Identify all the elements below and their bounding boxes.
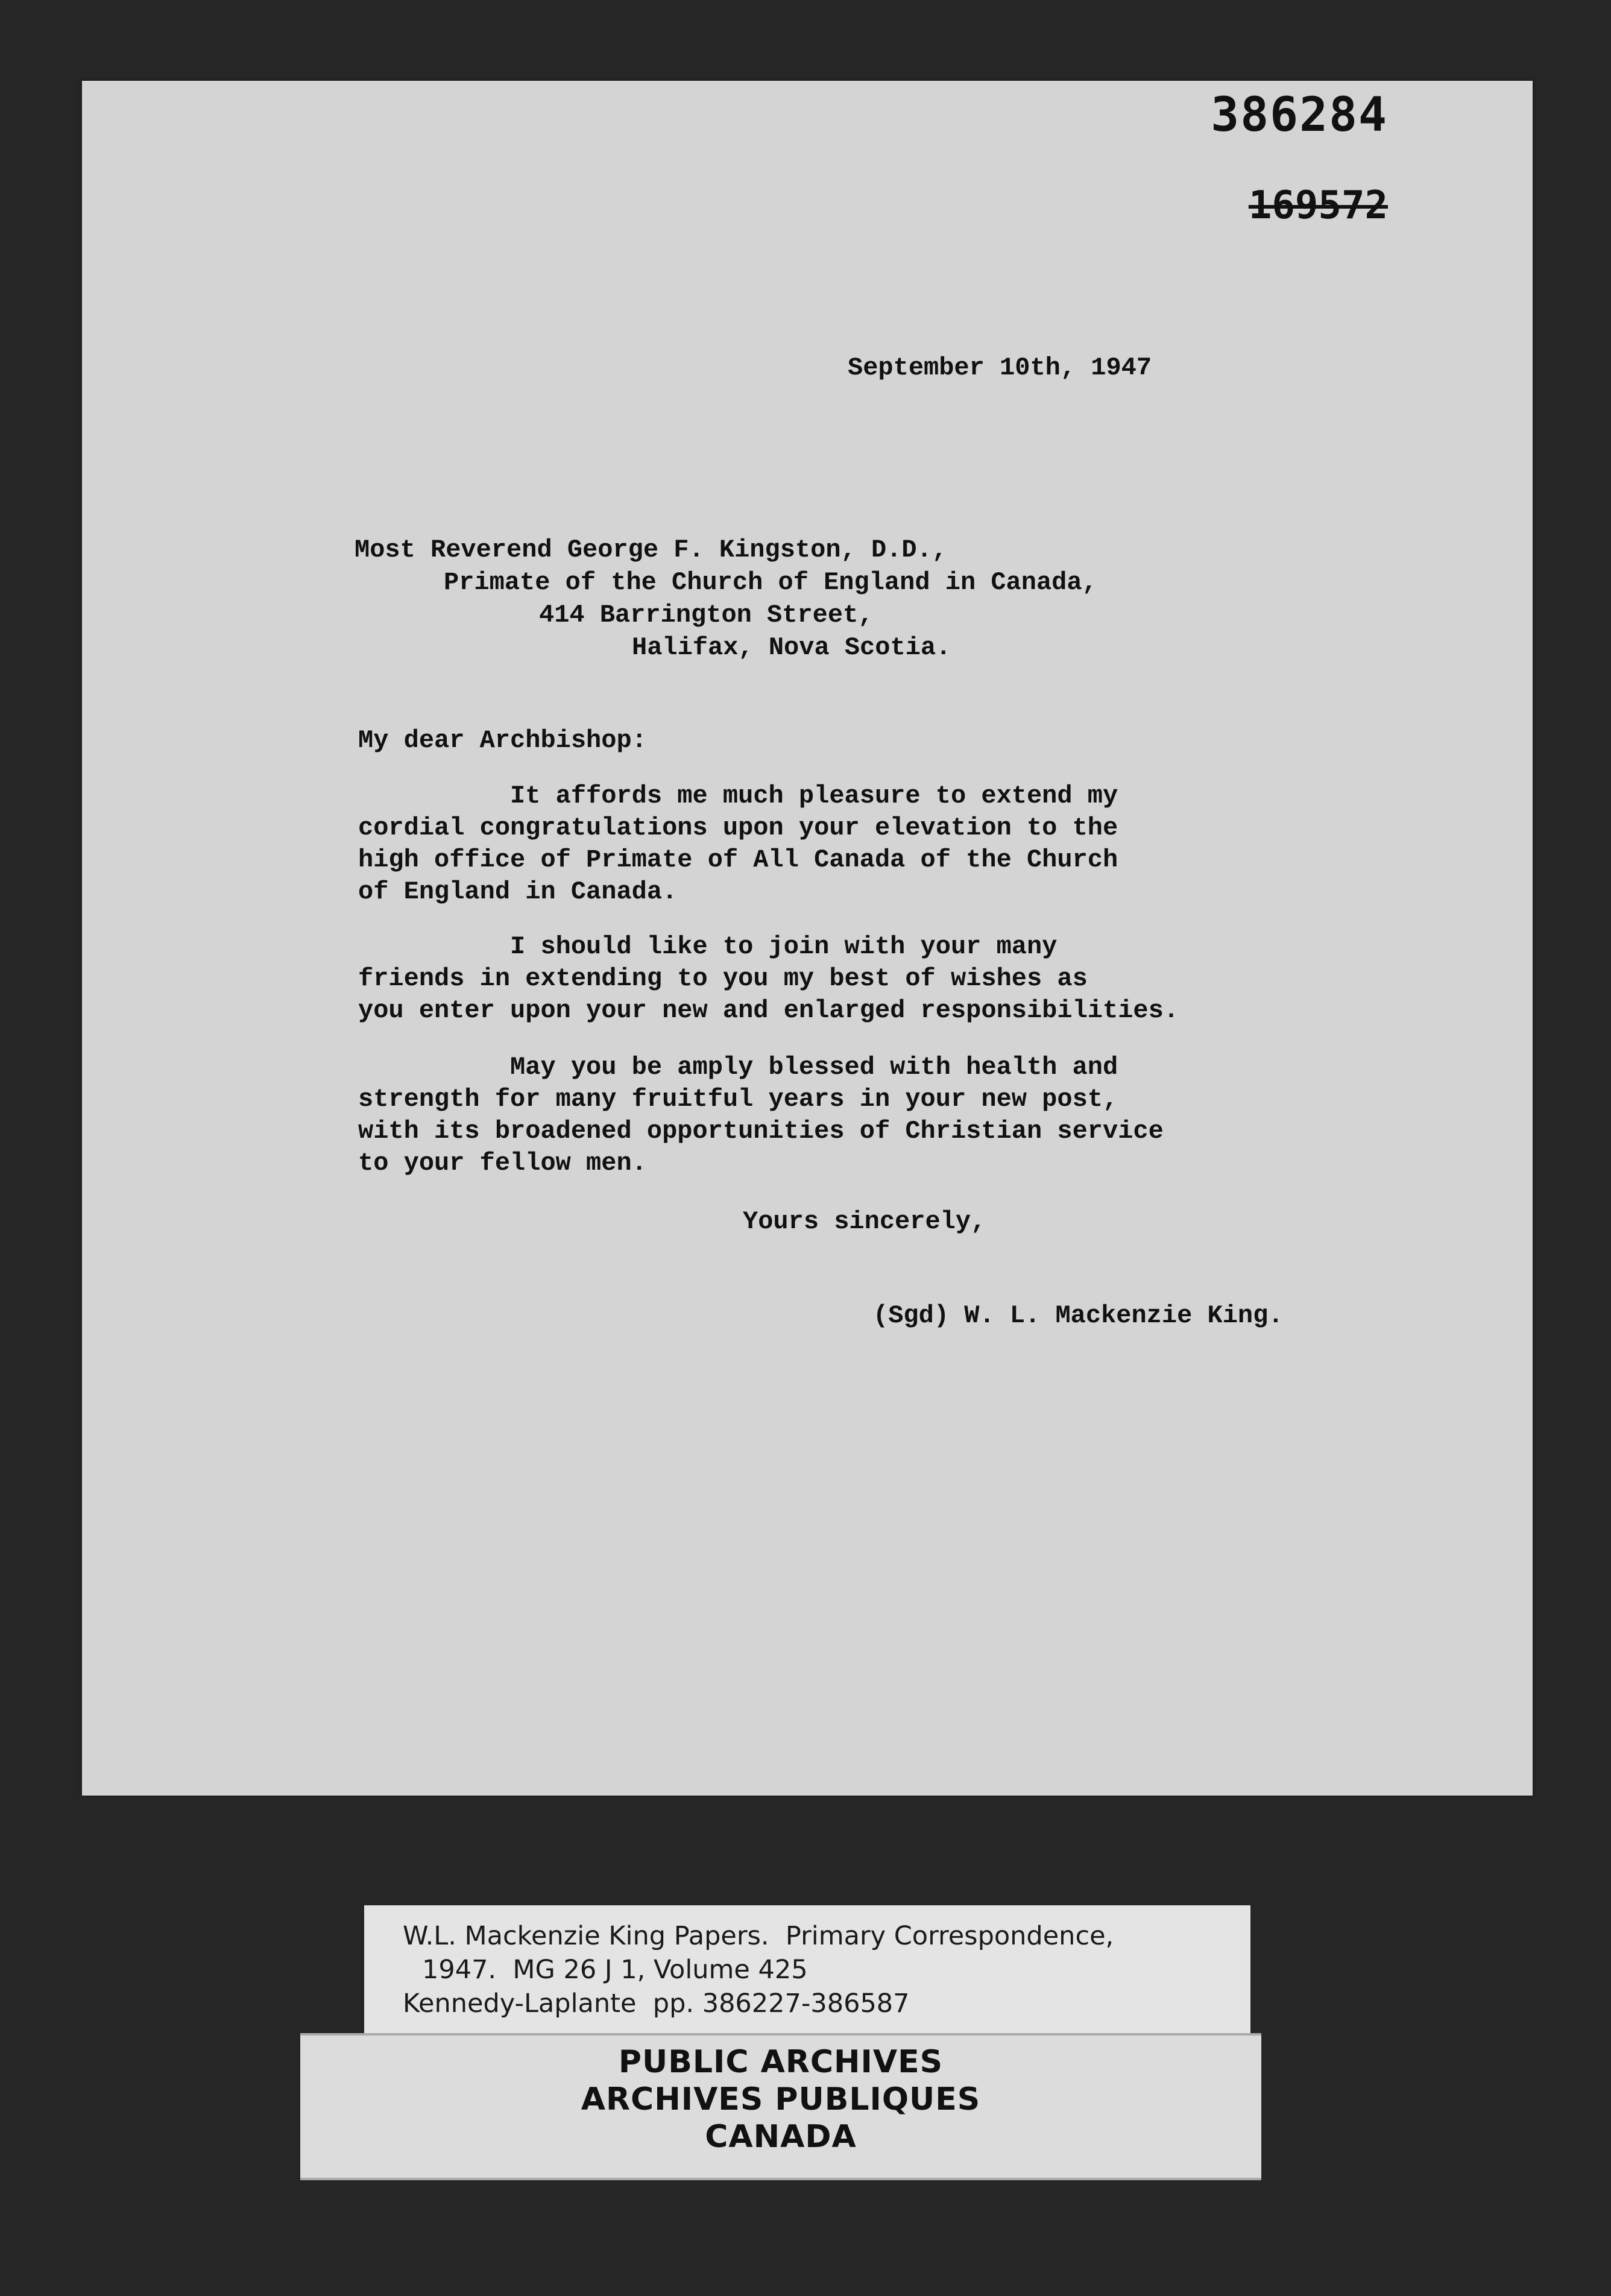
archives-stamp: [300, 2033, 1261, 2180]
letter-page: [82, 81, 1533, 1796]
address-line-2: Primate of the Church of England in Canada,: [444, 568, 1097, 597]
address-line-3: 414 Barrington Street,: [539, 601, 874, 629]
address-line-1: Most Reverend George F. Kingston, D.D.,: [355, 535, 947, 564]
archive-label-card: [364, 1905, 1250, 2034]
paragraph-3: May you be amply blessed with health and strength for many fruitful years in your new post, with its broadened opportunities of Christian service to your fellow men.: [358, 1053, 1164, 1178]
signature: (Sgd) W. L. Mackenzie King.: [873, 1301, 1284, 1330]
salutation: My dear Archbishop:: [358, 726, 647, 755]
label-line-1: W.L. Mackenzie King Papers. Primary Correspondence,: [403, 1921, 1114, 1951]
label-line-3: Kennedy-Laplante pp. 386227-386587: [403, 1988, 910, 2019]
paragraph-1: It affords me much pleasure to extend my cordial congratulations upon your elevation to the high office of Primate of All Canada of the Church of England in Canada.: [358, 781, 1118, 906]
address-line-4: Halifax, Nova Scotia.: [632, 633, 951, 662]
label-line-2: 1947. MG 26 J 1, Volume 425: [422, 1955, 808, 1985]
archive-number: 386284: [1211, 88, 1388, 142]
closing: Yours sincerely,: [743, 1207, 986, 1236]
stamp-line-2: ARCHIVES PUBLIQUES: [581, 2081, 981, 2118]
paragraph-2: I should like to join with your many friends in extending to you my best of wishes as you enter upon your new and enlarged responsibilities.: [358, 932, 1179, 1025]
stamp-line-3: CANADA: [705, 2119, 857, 2155]
letter-date: September 10th, 1947: [848, 353, 1152, 382]
old-number-struck: 169572: [1248, 183, 1388, 228]
stamp-line-1: PUBLIC ARCHIVES: [618, 2044, 944, 2080]
